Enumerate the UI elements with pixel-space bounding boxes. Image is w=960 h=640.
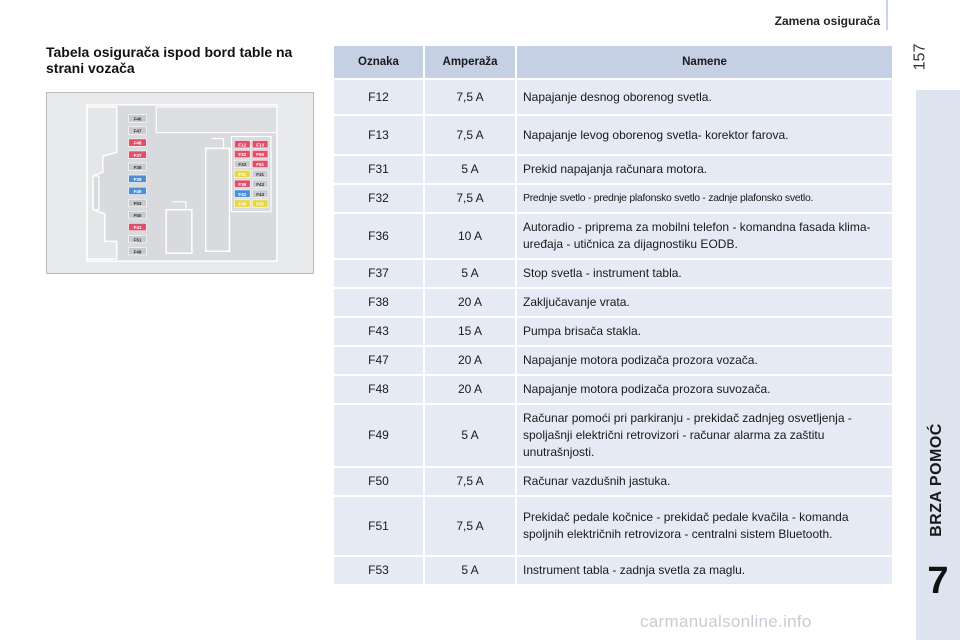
fuse-label: F12: [238, 142, 247, 148]
fuse-amperage: 5 A: [424, 404, 516, 467]
fuse-label: F48: [133, 140, 142, 146]
fuse-table: [334, 46, 892, 586]
fuse-label: F42: [238, 191, 247, 197]
fuse-id: F37: [334, 259, 424, 288]
fuse-purpose: Prekid napajanja računara motora.: [516, 155, 892, 184]
column-header-oznaka: Oznaka: [334, 46, 424, 79]
table-row: [334, 375, 892, 404]
fuse-id: F47: [334, 346, 424, 375]
fuse-label: F47: [133, 128, 142, 134]
fuse-purpose: Napajanje motora podizača prozora vozača.: [516, 346, 892, 375]
fuse-amperage: 7,5 A: [424, 115, 516, 155]
fuse-purpose: Autoradio - priprema za mobilni telefon - komandna fasada klima-uređaja - utičnica za dijagnostiku EODB.: [516, 213, 892, 259]
fuse-amperage: 20 A: [424, 375, 516, 404]
table-row: [334, 346, 892, 375]
fuse-id: F48: [334, 375, 424, 404]
fuse-label: F33: [238, 162, 247, 168]
fuse-purpose: Zaključavanje vrata.: [516, 288, 892, 317]
fuse-amperage: 5 A: [424, 155, 516, 184]
fuse-amperage: 7,5 A: [424, 467, 516, 496]
fuse-purpose: Napajanje levog oborenog svetla- korektor farova.: [516, 115, 892, 155]
fuse-id: F49: [334, 404, 424, 467]
fuse-box-illustration: [47, 93, 313, 273]
table-row: [334, 496, 892, 556]
table-row: [334, 288, 892, 317]
table-row: [334, 213, 892, 259]
fuse-id: F51: [334, 496, 424, 556]
fuse-amperage: 7,5 A: [424, 184, 516, 213]
fuse-id: F50: [334, 467, 424, 496]
fuse-amperage: 20 A: [424, 288, 516, 317]
fuse-amperage: 5 A: [424, 556, 516, 585]
fuse-purpose: Stop svetla - instrument tabla.: [516, 259, 892, 288]
fuse-label: F31: [238, 171, 247, 177]
table-row: [334, 404, 892, 467]
table-row: [334, 317, 892, 346]
chapter-label: BRZA POMOĆ: [928, 423, 945, 537]
fuse-label: F50: [133, 213, 142, 219]
fuse-label: F51: [133, 237, 142, 243]
fuse-label: F49: [133, 188, 142, 194]
fuse-purpose: Napajanje desnog oborenog svetla.: [516, 79, 892, 115]
fuse-id: F31: [334, 155, 424, 184]
fuse-label: F32: [238, 152, 247, 158]
fuse-purpose: Računar vazdušnih jastuka.: [516, 467, 892, 496]
fuse-amperage: 7,5 A: [424, 496, 516, 556]
header-divider: [886, 0, 888, 30]
table-row: [334, 155, 892, 184]
chapter-sidebar: [916, 90, 960, 640]
fuse-id: F32: [334, 184, 424, 213]
fuse-amperage: 7,5 A: [424, 79, 516, 115]
fuse-table-header-row: [334, 46, 892, 79]
watermark: carmanualsonline.info: [640, 612, 812, 631]
fuse-id: F43: [334, 317, 424, 346]
fuse-purpose: Prekidač pedale kočnice - prekidač pedale kvačila - komanda spoljnih električnih retrovizora - centralni sistem Bluetooth.: [516, 496, 892, 556]
table-row: [334, 79, 892, 115]
fuse-label: F38: [133, 164, 142, 170]
fuse-box-diagram: [46, 92, 314, 274]
running-header: Zamena osigurača: [774, 14, 880, 28]
fuse-purpose: Napajanje motora podizača prozora suvozača.: [516, 375, 892, 404]
fuse-label: F47: [256, 201, 265, 207]
column-header-namene: Namene: [516, 46, 892, 79]
fuse-label: F48: [238, 201, 247, 207]
fuse-id: F12: [334, 79, 424, 115]
fuse-label: F36: [238, 181, 247, 187]
fuse-amperage: 15 A: [424, 317, 516, 346]
fuse-label: F51: [256, 162, 265, 168]
chapter-number: 7: [927, 560, 949, 602]
table-row: [334, 115, 892, 155]
fuse-id: F38: [334, 288, 424, 317]
fuse-id: F53: [334, 556, 424, 585]
fuse-label: F37: [133, 152, 142, 158]
fuse-purpose: Računar pomoći pri parkiranju - prekidač zadnjeg osvetljenja - spoljašnji električni retrovizori - računar alarma za zaštitu unutrašnjosti.: [516, 404, 892, 467]
fuse-purpose: Pumpa brisača stakla.: [516, 317, 892, 346]
fuse-purpose: Prednje svetlo - prednje plafonsko svetlo - zadnje plafonsko svetlo.: [516, 184, 892, 213]
fuse-amperage: 20 A: [424, 346, 516, 375]
table-row: [334, 259, 892, 288]
fuse-purpose: Instrument tabla - zadnja svetla za maglu.: [516, 556, 892, 585]
fuse-id: F36: [334, 213, 424, 259]
column-header-amperaza: Amperaža: [424, 46, 516, 79]
fuse-label: F39: [133, 176, 142, 182]
fuse-label: F41: [133, 225, 142, 231]
table-row: [334, 467, 892, 496]
fuse-label: F50: [256, 152, 265, 158]
section-title: Tabela osigurača ispod bord table na strani vozača: [46, 44, 293, 76]
fuse-id: F13: [334, 115, 424, 155]
fuse-amperage: 10 A: [424, 213, 516, 259]
fuse-label: F13: [256, 142, 265, 148]
table-row: [334, 184, 892, 213]
table-row: [334, 556, 892, 585]
fuse-label: F43: [256, 191, 265, 197]
fuse-label: F53: [133, 201, 142, 207]
fuse-label: F43: [256, 181, 265, 187]
fuse-label: F48: [133, 249, 142, 255]
fuse-label: F31: [256, 171, 265, 177]
page-number: 157: [911, 43, 929, 71]
fuse-label: F46: [133, 116, 142, 122]
fuse-amperage: 5 A: [424, 259, 516, 288]
